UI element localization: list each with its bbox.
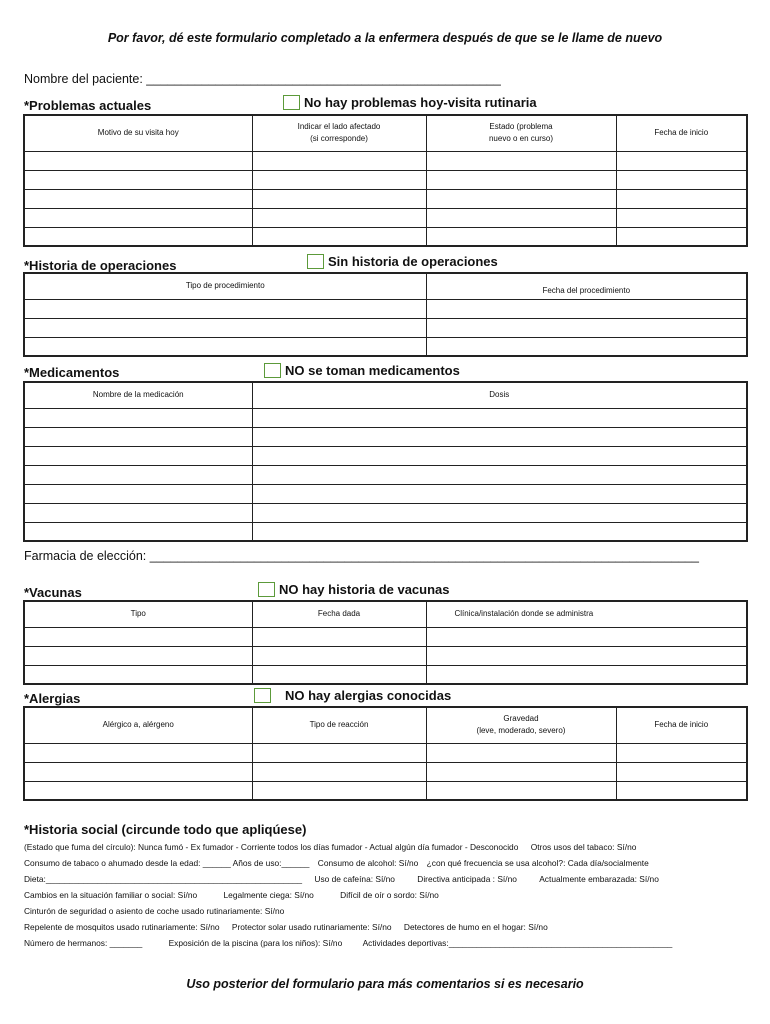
table-cell[interactable] xyxy=(252,189,426,208)
social-line-seatbelt xyxy=(24,906,284,916)
table-cell[interactable] xyxy=(252,427,747,446)
seatbelt-question[interactable]: Cinturón de seguridad o asiento de coche usado rutinariamente: Sí/no xyxy=(24,906,285,916)
patient-name-field[interactable]: Nombre del paciente: ___________________________________________________ xyxy=(24,72,501,86)
table-cell[interactable] xyxy=(252,665,426,684)
table-cell[interactable] xyxy=(24,522,252,541)
table-cell[interactable] xyxy=(426,743,616,762)
table-cell[interactable] xyxy=(252,781,426,800)
no-problems-checkbox[interactable] xyxy=(283,95,300,110)
table-row xyxy=(24,227,747,246)
table-cell[interactable] xyxy=(252,522,747,541)
col-procedure-type: Tipo de procedimiento xyxy=(24,273,426,299)
table-cell[interactable] xyxy=(24,627,252,646)
table-cell[interactable] xyxy=(24,503,252,522)
table-cell[interactable] xyxy=(252,408,747,427)
no-vaccines-checkbox[interactable] xyxy=(258,582,275,597)
advance-directive-question[interactable]: Directiva anticipada : Sí/no xyxy=(417,874,517,884)
table-cell[interactable] xyxy=(24,646,252,665)
current-problems-title: *Problemas actuales xyxy=(24,98,152,113)
surgery-history-table xyxy=(23,272,748,357)
table-cell[interactable] xyxy=(426,337,747,356)
table-row xyxy=(24,465,747,484)
medications-title: *Medicamentos xyxy=(24,365,120,380)
social-line-smoking xyxy=(24,842,636,852)
table-cell[interactable] xyxy=(616,170,747,189)
table-cell[interactable] xyxy=(426,646,747,665)
table-cell[interactable] xyxy=(24,170,252,189)
table-cell[interactable] xyxy=(252,465,747,484)
table-cell[interactable] xyxy=(426,665,747,684)
table-cell[interactable] xyxy=(252,446,747,465)
social-line-siblings xyxy=(24,938,672,948)
vaccines-title: *Vacunas xyxy=(24,585,82,600)
no-vaccines-label: NO hay historia de vacunas xyxy=(279,582,450,597)
smoking-status-question[interactable]: (Estado que fuma del círculo): Nunca fumó - Ex fumador - Corriente todos los días fumador - Actual algún día fumador - Desconocido xyxy=(24,842,519,852)
table-row xyxy=(24,208,747,227)
table-cell[interactable] xyxy=(252,227,426,246)
table-cell[interactable] xyxy=(24,227,252,246)
col-allergy-onset: Fecha de inicio xyxy=(616,707,747,743)
table-cell[interactable] xyxy=(252,762,426,781)
table-cell[interactable] xyxy=(252,646,426,665)
social-line-family xyxy=(24,890,439,900)
allergies-table xyxy=(23,706,748,801)
col-date-given: Fecha dada xyxy=(252,601,426,627)
table-row xyxy=(24,151,747,170)
table-row xyxy=(24,781,747,800)
table-row xyxy=(24,170,747,189)
table-row xyxy=(24,743,747,762)
table-row xyxy=(24,762,747,781)
table-row xyxy=(24,665,747,684)
family-change-question[interactable]: Cambios en la situación familiar o social: Sí/no xyxy=(24,890,198,900)
no-problems-label: No hay problemas hoy-visita rutinaria xyxy=(304,95,537,110)
table-row xyxy=(24,484,747,503)
table-row xyxy=(24,189,747,208)
alcohol-frequency-question[interactable]: ¿con qué frecuencia se usa alcohol?: Cada día/socialmente xyxy=(426,858,649,868)
no-medications-checkbox[interactable] xyxy=(264,363,281,378)
table-cell[interactable] xyxy=(252,627,426,646)
legally-blind-question[interactable]: Legalmente ciega: Sí/no xyxy=(223,890,314,900)
table-cell[interactable] xyxy=(24,337,426,356)
table-cell[interactable] xyxy=(24,762,252,781)
table-cell[interactable] xyxy=(616,227,747,246)
table-cell[interactable] xyxy=(426,151,616,170)
pool-exposure-question[interactable]: Exposición de la piscina (para los niños): Sí/no xyxy=(168,938,343,948)
table-cell[interactable] xyxy=(24,299,426,318)
table-cell[interactable] xyxy=(252,170,426,189)
caffeine-question[interactable]: Uso de cafeína: Sí/no xyxy=(314,874,395,884)
table-cell[interactable] xyxy=(426,781,616,800)
medications-table xyxy=(23,381,748,542)
pregnancy-question[interactable]: Actualmente embarazada: Sí/no xyxy=(539,874,659,884)
table-cell[interactable] xyxy=(616,781,747,800)
table-row xyxy=(24,503,747,522)
table-cell[interactable] xyxy=(24,484,252,503)
table-row xyxy=(24,408,747,427)
table-cell[interactable] xyxy=(24,151,252,170)
allergies-title: *Alergias xyxy=(24,691,81,706)
table-row xyxy=(24,646,747,665)
hearing-question[interactable]: Difícil de oír o sordo: Sí/no xyxy=(340,890,439,900)
table-cell[interactable] xyxy=(426,318,747,337)
table-cell[interactable] xyxy=(24,427,252,446)
col-visit-reason: Motivo de su visita hoy xyxy=(24,115,252,151)
table-cell[interactable] xyxy=(252,151,426,170)
table-cell[interactable] xyxy=(426,627,747,646)
no-surgery-option[interactable] xyxy=(307,254,498,269)
no-medications-option[interactable] xyxy=(264,363,460,378)
pharmacy-field[interactable]: Farmacia de elección: _______________________________________________________________________________ xyxy=(24,549,699,563)
col-clinic: Clínica/instalación donde se administra xyxy=(426,601,747,627)
current-problems-table xyxy=(23,114,748,247)
table-row xyxy=(24,522,747,541)
table-cell[interactable] xyxy=(616,189,747,208)
col-allergen: Alérgico a, alérgeno xyxy=(24,707,252,743)
table-cell[interactable] xyxy=(616,151,747,170)
header-note: Por favor, dé este formulario completado a la enfermera después de que se le llame de nuevo xyxy=(107,31,663,45)
col-problem-status: Estado (problema nuevo o en curso) xyxy=(426,115,616,151)
table-cell[interactable] xyxy=(24,189,252,208)
table-cell[interactable] xyxy=(24,781,252,800)
table-cell[interactable] xyxy=(24,408,252,427)
table-cell[interactable] xyxy=(252,743,426,762)
surgery-history-title: *Historia de operaciones xyxy=(24,258,177,273)
vaccines-table xyxy=(23,600,748,685)
smoke-detector-question[interactable]: Detectores de humo en el hogar: Sí/no xyxy=(403,922,548,932)
social-line-diet xyxy=(24,874,659,884)
table-cell[interactable] xyxy=(616,208,747,227)
col-onset-date: Fecha de inicio xyxy=(616,115,747,151)
table-row xyxy=(24,427,747,446)
table-cell[interactable] xyxy=(426,299,747,318)
sunscreen-question[interactable]: Protector solar usado rutinariamente: Sí/no xyxy=(231,922,392,932)
mosquito-repellent-question[interactable]: Repelente de mosquitos usado rutinariamente: Sí/no xyxy=(24,922,220,932)
siblings-field[interactable]: Número de hermanos: _______ xyxy=(24,938,143,948)
social-history-title: *Historia social (circunde todo que apliqúese) xyxy=(24,822,307,837)
table-cell[interactable] xyxy=(24,743,252,762)
col-vaccine-type: Tipo xyxy=(24,601,252,627)
social-line-repellent xyxy=(24,922,548,932)
table-cell[interactable] xyxy=(252,503,747,522)
footer-note: Uso posterior del formulario para más comentarios si es necesario xyxy=(186,977,584,991)
table-cell[interactable] xyxy=(616,762,747,781)
table-cell[interactable] xyxy=(24,465,252,484)
table-cell[interactable] xyxy=(426,208,616,227)
no-allergies-option[interactable] xyxy=(254,688,451,703)
table-row xyxy=(24,627,747,646)
table-cell[interactable] xyxy=(426,227,616,246)
table-cell[interactable] xyxy=(24,208,252,227)
col-severity: Gravedad (leve, moderado, severo) xyxy=(426,707,616,743)
diet-field[interactable]: Dieta:_______________________________________________________ xyxy=(24,874,303,884)
table-cell[interactable] xyxy=(426,189,616,208)
col-reaction-type: Tipo de reacción xyxy=(252,707,426,743)
social-line-tobacco-alcohol xyxy=(24,858,649,868)
table-cell[interactable] xyxy=(24,318,426,337)
no-allergies-checkbox[interactable] xyxy=(254,688,271,703)
no-surgery-checkbox[interactable] xyxy=(307,254,324,269)
table-cell[interactable] xyxy=(616,743,747,762)
other-tobacco-question[interactable]: Otros usos del tabaco: Sí/no xyxy=(530,842,637,852)
no-vaccines-option[interactable] xyxy=(258,582,450,597)
col-dose: Dosis xyxy=(252,382,747,408)
table-cell[interactable] xyxy=(252,208,426,227)
sports-activities-field[interactable]: Actividades deportivas:________________________________________________ xyxy=(362,938,673,948)
table-cell[interactable] xyxy=(426,762,616,781)
table-cell[interactable] xyxy=(426,170,616,189)
tobacco-age-question[interactable]: Consumo de tabaco o ahumado desde la edad: ______ Años de uso:______ xyxy=(24,858,310,868)
col-medication-name: Nombre de la medicación xyxy=(24,382,252,408)
no-medications-label: NO se toman medicamentos xyxy=(285,363,460,378)
no-problems-option[interactable] xyxy=(283,95,537,110)
table-cell[interactable] xyxy=(24,446,252,465)
col-affected-side: Indicar el lado afectado (si corresponde) xyxy=(252,115,426,151)
col-procedure-date: Fecha del procedimiento xyxy=(426,273,747,299)
no-surgery-label: Sin historia de operaciones xyxy=(328,254,498,269)
table-row xyxy=(24,299,747,318)
no-allergies-label: NO hay alergias conocidas xyxy=(285,688,452,703)
table-cell[interactable] xyxy=(252,484,747,503)
table-row xyxy=(24,337,747,356)
alcohol-question[interactable]: Consumo de alcohol: Sí/no xyxy=(317,858,419,868)
table-row xyxy=(24,318,747,337)
table-row xyxy=(24,446,747,465)
table-cell[interactable] xyxy=(24,665,252,684)
